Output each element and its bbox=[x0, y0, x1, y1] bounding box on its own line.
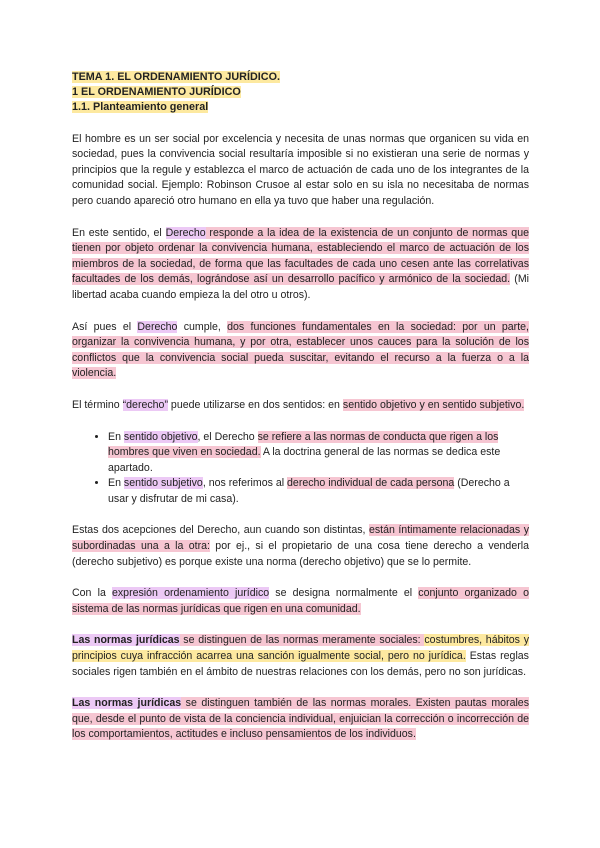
highlight-pink: sentido objetivo y en sentido subjetivo. bbox=[342, 398, 525, 411]
text-run: Así pues el bbox=[72, 320, 138, 333]
subsection-title bbox=[72, 100, 529, 115]
paragraph-ordenamiento bbox=[72, 586, 529, 617]
highlight-pink: responde a la idea de la existencia de un conjunto de normas que tienen por objeto ordenar la convivencia humana, estableciendo el marco de actuación de los miembros de la sociedad, de forma que las facultades de cada uno cesen ante las correlativas facultades de los demás, lográndose así un desarrollo pacífico y armónico de la sociedad. bbox=[72, 226, 529, 286]
highlight-violet: Derecho bbox=[165, 226, 206, 239]
highlight-violet: sentido subjetivo bbox=[123, 477, 203, 490]
paragraph-derecho-definition bbox=[72, 226, 529, 304]
section-title-text: 1 EL ORDENAMIENTO JURÍDICO bbox=[72, 86, 241, 99]
list-item-subjective bbox=[108, 476, 529, 507]
text-run: (Mi libertad acaba cuando empieza la del otro u otros). bbox=[72, 273, 529, 301]
highlight-violet: sentido objetivo bbox=[123, 430, 198, 443]
highlight-pink: se refiere a las normas de conducta que rigen a los hombres que viven en sociedad. bbox=[108, 430, 499, 459]
section-title bbox=[72, 85, 529, 100]
list-item-objective bbox=[108, 430, 529, 477]
senses-list bbox=[72, 430, 529, 508]
text-run: puede utilizarse en dos sentidos: en bbox=[167, 398, 343, 411]
highlight-pink: están íntimamente relacionadas y subordinadas una a la otra: bbox=[72, 524, 529, 553]
paragraph-intro: El hombre es un ser social por excelencia y necesita de unas normas que organicen su vida en sociedad, pues la convivencia social resultaría imposible si no existieran una serie de normas y principios que la regule y establezca el marco de actuación de cada uno de los integrantes de la comunidad social. Ejemplo: Robinson Crusoe al estar solo en su isla no necesitaba de normas pero cuando apareció otro humano en ella ya tuvo que haber una regulación. bbox=[72, 132, 529, 207]
paragraph-derecho-functions bbox=[72, 320, 529, 382]
highlight-violet-bold: Las normas jurídicas bbox=[72, 697, 182, 710]
subsection-title-text: 1.1. Planteamiento general bbox=[72, 101, 209, 114]
highlight-pink: dos funciones fundamentales en la sociedad: bbox=[227, 320, 456, 333]
highlight-pink: conjunto organizado o sistema de las normas jurídicas que rigen en una comunidad. bbox=[72, 587, 529, 615]
text-run: por ej., si el propietario de una cosa tiene derecho a venderla (derecho subjetivo) es porque existe una norma (derecho objetivo) que se lo permite. bbox=[72, 540, 529, 568]
highlight-violet: Derecho bbox=[137, 320, 178, 333]
topic-title bbox=[72, 70, 529, 85]
highlight-yellow: costumbres, hábitos y principios cuya infracción acarrea una sanción igualmente social, pero no jurídica. bbox=[72, 634, 529, 663]
document-content bbox=[72, 70, 529, 759]
highlight-pink: se distinguen de las normas meramente sociales: bbox=[179, 634, 425, 647]
paragraph-acepciones bbox=[72, 523, 529, 570]
text-run: Estas reglas sociales rigen también en el ámbito de nuestras relaciones con los demás, pero no son jurídicas. bbox=[72, 650, 529, 678]
highlight-violet: “derecho” bbox=[122, 398, 168, 411]
topic-title-text: TEMA 1. EL ORDENAMIENTO JURÍDICO. bbox=[72, 71, 280, 83]
heading-block bbox=[72, 70, 529, 116]
text-run: A la doctrina general de las normas se dedica este apartado. bbox=[108, 446, 501, 474]
text-run: Con la bbox=[72, 587, 112, 600]
text-run: El término bbox=[72, 398, 123, 411]
text-run: cumple, bbox=[177, 320, 228, 333]
text-run: , el Derecho bbox=[197, 430, 258, 443]
paragraph-normas-morales bbox=[72, 696, 529, 743]
text-run: En bbox=[108, 430, 124, 443]
text-run: se designa normalmente el bbox=[269, 587, 419, 600]
highlight-violet: expresión ordenamiento jurídico bbox=[111, 587, 270, 600]
text-run: Estas dos acepciones del Derecho, aun cuando son distintas, bbox=[72, 524, 369, 537]
text-run: En bbox=[108, 477, 124, 490]
text-run: En este sentido, el bbox=[72, 226, 166, 239]
paragraph-two-senses bbox=[72, 398, 529, 414]
text-run: , nos referimos al bbox=[202, 477, 288, 490]
highlight-pink: por un parte, organizar la convivencia humana, y por otra, establecer unos cauces para la solución de los conflictos que la convivencia social pueda suscitar, evitando el recurso a la fuerza o a la violencia. bbox=[72, 320, 529, 380]
paragraph-normas-sociales bbox=[72, 633, 529, 680]
text-run: (Derecho a usar y disfrutar de mi casa). bbox=[108, 477, 510, 505]
highlight-violet-bold: Las normas jurídicas bbox=[72, 634, 180, 647]
highlight-pink: derecho individual de cada persona bbox=[287, 477, 455, 490]
highlight-pink: se distinguen también de las normas morales. Existen pautas morales que, desde el punto de vista de la conciencia individual, enjuician la corrección o incorrección de los comportamientos, actitudes e incluso pensamientos de los individuos. bbox=[72, 697, 530, 741]
